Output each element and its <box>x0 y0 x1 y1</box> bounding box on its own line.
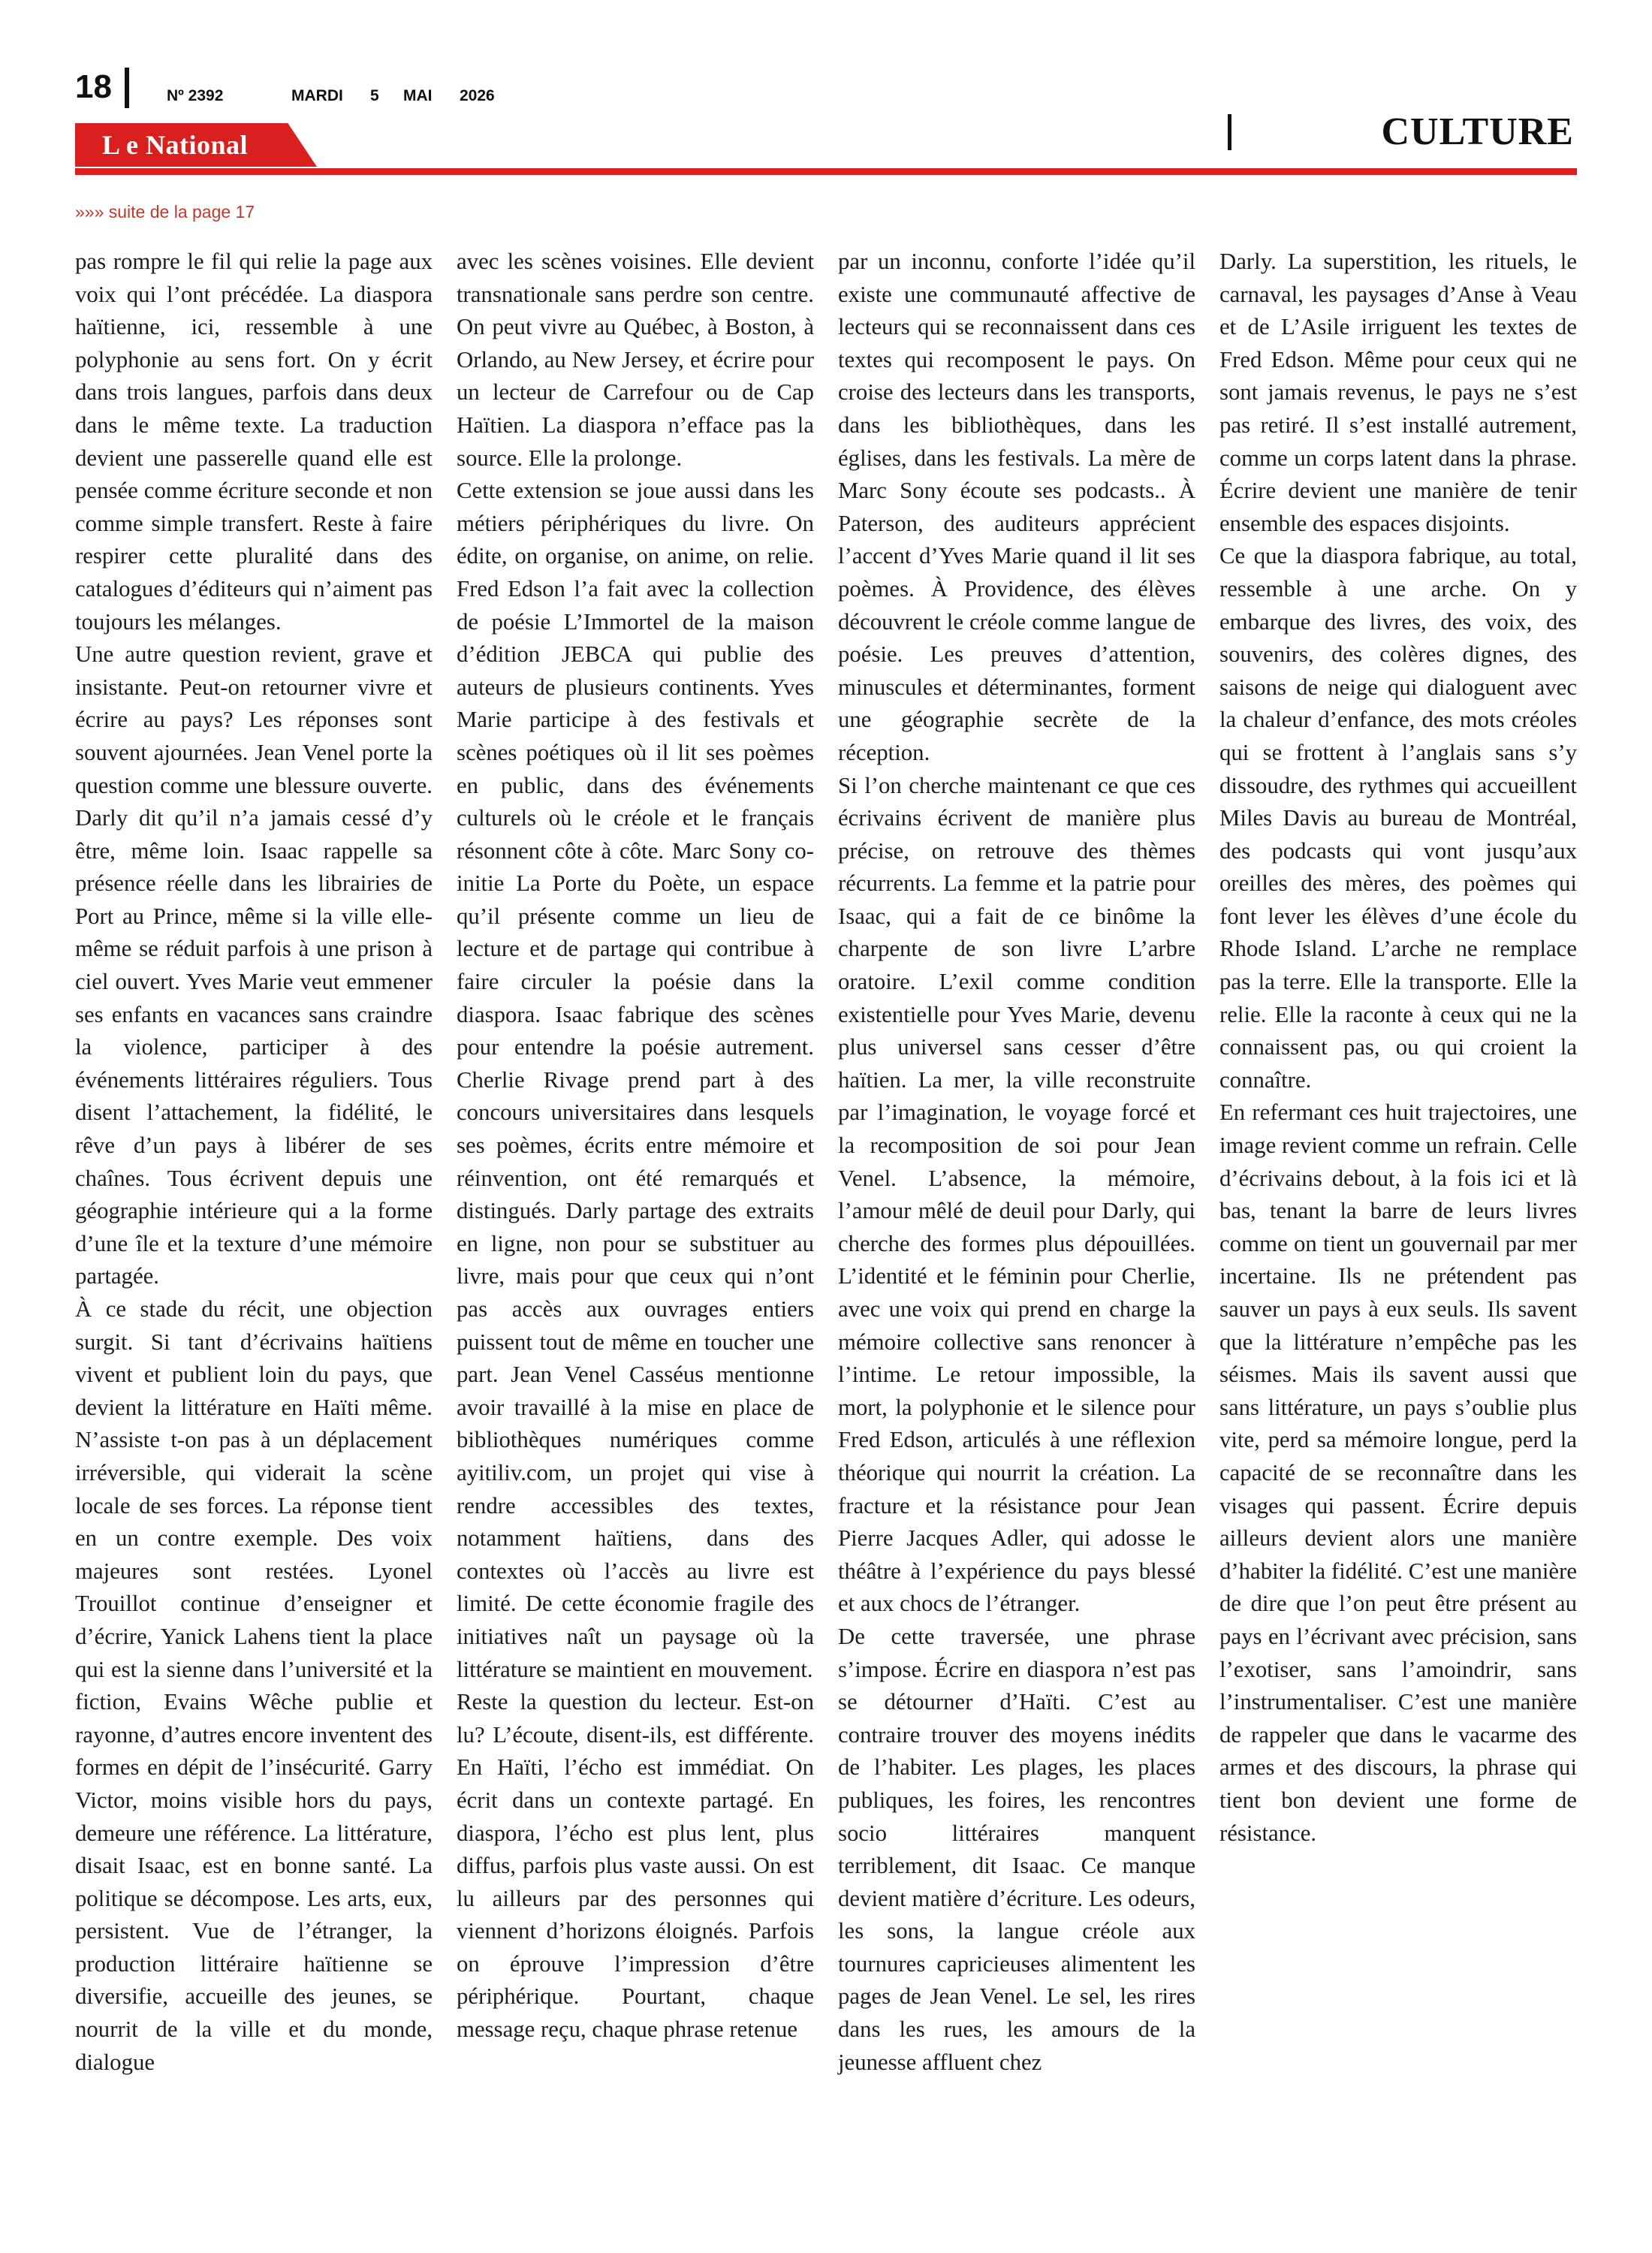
continued-from-label: »»» suite de la page 17 <box>75 202 255 222</box>
paragraph: En refermant ces huit trajectoires, une image revient comme un refrain. Celle d’écrivains debout, à la fois ici et là bas, tenant la barre de leurs livres comme on tient un gouvernail par mer incertaine. Ils ne prétendent pas sauver un pays à eux seuls. Ils savent que la littérature n’empêche pas les séismes. Mais ils savent aussi que sans littérature, un pays s’oublie plus vite, perd sa mémoire longue, perd la capacité de se reconnaître dans les visages qui passent. Écrire depuis ailleurs devient alors une manière d’habiter la fidélité. C’est une manière de dire que l’on peut être présent au pays en l’écrivant avec précision, sans l’exotiser, sans l’amoindrir, sans l’instrumentaliser. C’est une manière de rappeler que dans le vacarme des armes et des discours, la phrase qui tient bon devient une forme de résistance. <box>1219 1099 1577 1846</box>
paragraph: avec les scènes voisines. Elle devient transnationale sans perdre son centre. On peut vivre au Québec, à Boston, à Orlando, au New Jersey, et écrire pour un lecteur de Carrefour ou de Cap Haïtien. La diaspora n’efface pas la source. Elle la prolonge. <box>457 249 814 471</box>
page-number: 18 <box>75 68 112 105</box>
paragraph: À ce stade du récit, une objection surgit. Si tant d’écrivains haïtiens vivent et publient loin du pays, que devient la littérature en Haïti même. N’assiste t-on pas à un déplacement irréversible, qui viderait la scène locale de ses forces. La réponse tient en un contre exemple. Des voix majeures sont restées. Lyonel Trouillot continue d’enseigner et d’écrire, Yanick Lahens tient la place qui est la sienne dans l’université et la fiction, Evains Wêche publie et rayonne, d’autres encore inventent des formes en dépit de l’insécurité. Garry Victor, moins visible hors du pays, demeure une référence. La littérature, disait Isaac, est en bonne santé. La politique se décompose. Les arts, eux, persistent. Vue de l’étranger, la production littéraire haïtienne se diversifie, accueille des jeunes, se nourrit de la ville et du monde, dialogue <box>75 1296 433 2075</box>
header-rule <box>75 168 1577 175</box>
section-title: CULTURE <box>1381 110 1574 153</box>
paragraph: De cette traversée, une phrase s’impose. Écrire en diaspora n’est pas se détourner d’Haïti. C’est au contraire trouver des moyens inédits de l’habiter. Les plages, les places publiques, les foires, les rencontres socio littéraires manquent terriblement, dit Isaac. Ce manque devient matière d’écriture. Les odeurs, les sons, la langue créole aux tournures capricieuses alimentent les pages de Jean Venel. Le sel, les rires dans les rues, les amours de la jeunesse affluent chez <box>838 1623 1195 2075</box>
paragraph: Si l’on cherche maintenant ce que ces écrivains écrivent de manière plus précise, on retrouve des thèmes récurrents. La femme et la patrie pour Isaac, qui a fait de ce binôme la charpente de son livre L’arbre oratoire. L’exil comme condition existentielle pour Yves Marie, devenu plus universel sans cesser d’être haïtien. La mer, la ville reconstruite par l’imagination, le voyage forcé et la recomposition de soi pour Jean Venel. L’absence, la mémoire, l’amour mêlé de deuil pour Darly, qui cherche des formes plus dépouillées. L’identité et le féminin pour Cherlie, avec une voix qui prend en charge la mémoire collective sans renoncer à l’intime. Le retour impossible, la mort, la polyphonie et le silence pour Fred Edson, articulés à une réflexion théorique qui nourrit la création. La fracture et la résistance pour Jean Pierre Jacques Adler, qui adosse le théâtre à l’expérience du pays blessé et aux chocs de l’étranger. <box>838 772 1195 1617</box>
paragraph: Cette extension se joue aussi dans les métiers périphériques du livre. On édite, on organise, on anime, on relie. Fred Edson l’a fait avec la collection de poésie L’Immortel de la maison d’édition JEBCA qui publie des auteurs de plusieurs continents. Yves Marie participe à des festivals et scènes poétiques où il lit ses poèmes en public, dans des événements culturels où le créole et le français résonnent côte à côte. Marc Sony co-initie La Porte du Poète, un espace qu’il présente comme un lieu de lecture et de partage qui contribue à faire circuler la poésie dans la diaspora. Isaac fabrique des scènes pour entendre la poésie autrement. Cherlie Rivage prend part à des concours universitaires dans lesquels ses poèmes, écrits entre mémoire et réinvention, ont été remarqués et distingués. Darly partage des extraits en ligne, non pour se substituer au livre, mais pour que ceux qui n’ont pas accès aux ouvrages entiers puissent tout de même en toucher une part. Jean Venel Casséus mentionne avoir travaillé à la mise en place de bibliothèques numériques comme ayitiliv.com, un projet qui vise à rendre accessibles des textes, notamment haïtiens, dans des contextes où l’accès au livre est limité. De cette économie fragile des initiatives naît un paysage où la littérature se maintient en mouvement. <box>457 478 814 1682</box>
page-number-divider <box>125 68 129 108</box>
paragraph: Reste la question du lecteur. Est-on lu? L’écoute, disent-ils, est différente. En Haïti, l’écho est immédiat. On écrit dans un contexte partagé. En diaspora, l’écho est plus lent, plus diffus, parfois plus vaste aussi. On est lu ailleurs par des personnes qui viennent d’horizons éloignés. Parfois on éprouve l’impression d’être périphérique. Pourtant, chaque message reçu, chaque phrase retenue <box>457 1689 814 2043</box>
issue-month: MAI <box>403 87 433 104</box>
paragraph: Ce que la diaspora fabrique, au total, ressemble à une arche. On y embarque des livres, des voix, des souvenirs, des colères dignes, des saisons de neige qui dialoguent avec la chaleur d’enfance, des mots créoles qui se frottent à l’anglais sans s’y dissoudre, des rythmes qui accueillent Miles Davis au bureau de Montréal, des podcasts qui vont jusqu’aux oreilles des mères, des poèmes qui font lever les élèves d’une école du Rhode Island. L’arche ne remplace pas la terre. Elle la transporte. Elle la relie. Elle la raconte à ceux qui ne la connaissent pas, ou qui croient la connaître. <box>1219 543 1577 1093</box>
issue-date-day: 5 <box>370 87 379 104</box>
paragraph: Darly. La superstition, les rituels, le carnaval, les paysages d’Anse à Veau et de L’Asile irriguent les textes de Fred Edson. Même pour ceux qui ne sont jamais revenus, le pays ne s’est pas retiré. Il s’est installé autrement, comme un corps latent dans la phrase. Écrire devient une manière de tenir ensemble des espaces disjoints. <box>1219 249 1577 536</box>
article-column-2 <box>457 246 814 2046</box>
paragraph: par un inconnu, conforte l’idée qu’il existe une communauté affective de lecteurs qui se reconnaissent dans ces textes qui recomposent le pays. On croise des lecteurs dans les transports, dans les bibliothèques, dans les églises, dans les festivals. La mère de Marc Sony écoute ses podcasts.. À Paterson, des auditeurs apprécient l’accent d’Yves Marie quand il lit ses poèmes. À Providence, des élèves découvrent le créole comme langue de poésie. Les preuves d’attention, minuscules et déterminantes, forment une géographie secrète de la réception. <box>838 249 1195 765</box>
article-column-4 <box>1219 246 1577 1850</box>
article-column-3 <box>838 246 1195 2079</box>
issue-year: 2026 <box>460 87 495 104</box>
issue-number: Nº 2392 <box>167 87 224 104</box>
paragraph: pas rompre le fil qui relie la page aux voix qui l’ont précédée. La diaspora haïtienne, ici, ressemble à une polyphonie au sens fort. On y écrit dans trois langues, parfois dans deux dans le même texte. La traduction devient une passerelle quand elle est pensée comme écriture seconde et non comme simple transfert. Reste à faire respirer cette pluralité dans des catalogues d’éditeurs qui n’aiment pas toujours les mélanges. <box>75 249 433 635</box>
newspaper-name: L e National <box>102 130 249 160</box>
article-column-1 <box>75 246 433 2079</box>
section-divider <box>1228 114 1231 150</box>
issue-day: MARDI <box>291 87 343 104</box>
paragraph: Une autre question revient, grave et insistante. Peut-on retourner vivre et écrire au pays? Les réponses sont souvent ajournées. Jean Venel porte la question comme une blessure ouverte. Darly dit qu’il n’a jamais cessé d’y être, même loin. Isaac rappelle sa présence réelle dans les librairies de Port au Prince, même si la ville elle-même se réduit parfois à une prison à ciel ouvert. Yves Marie veut emmener ses enfants en vacances sans craindre la violence, participer à des événements littéraires réguliers. Tous disent l’attachement, la fidélité, le rêve d’un pays à libérer de ses chaînes. Tous écrivent depuis une géographie intérieure qui a la forme d’une île et la texture d’une mémoire partagée. <box>75 641 433 1289</box>
